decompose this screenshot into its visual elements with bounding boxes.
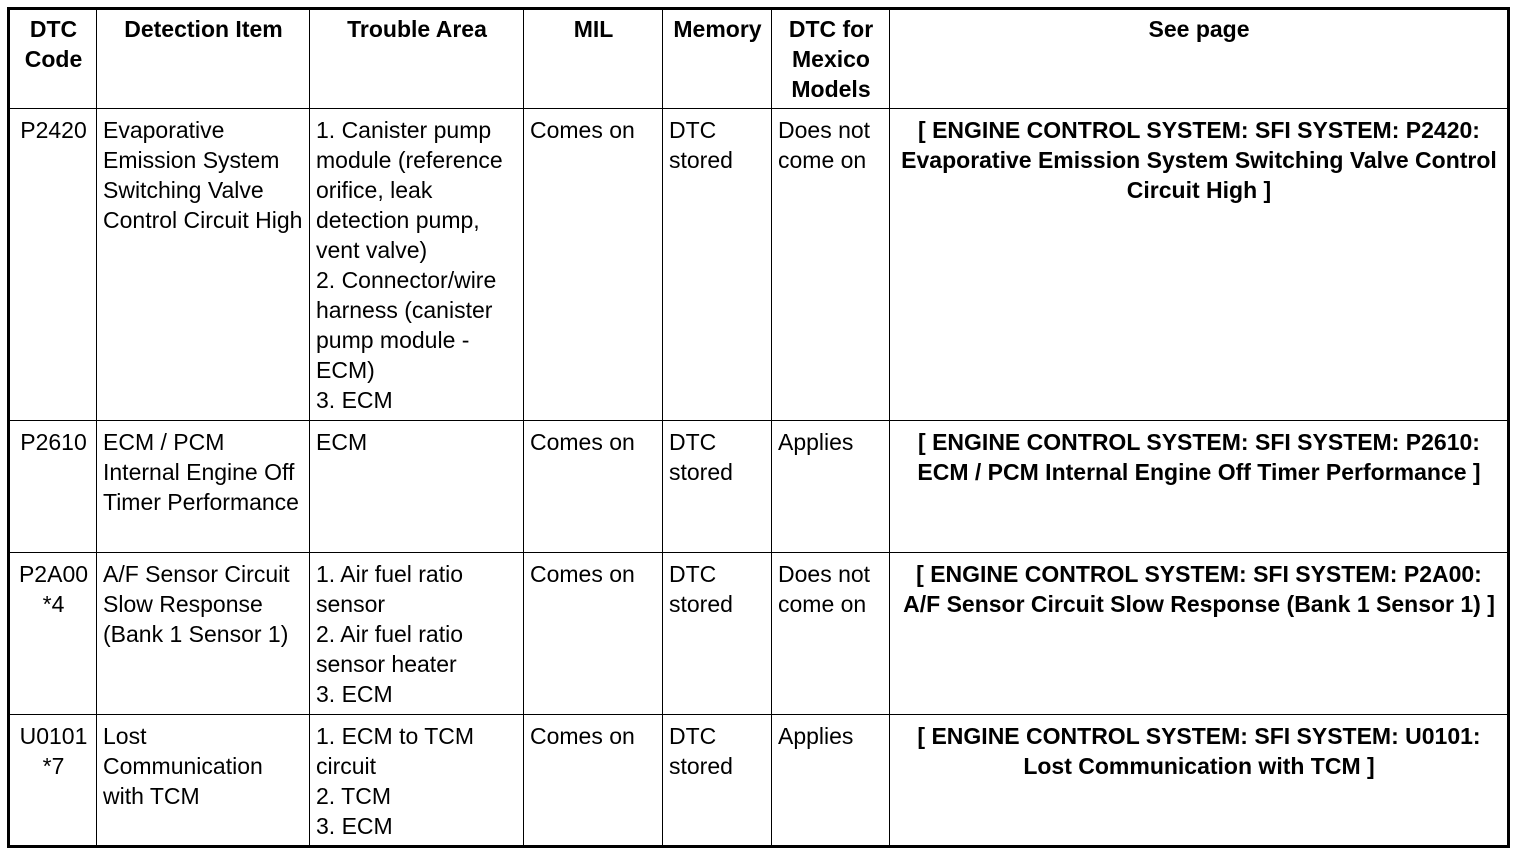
memory-cell: DTC stored [663, 421, 772, 553]
dtc-code-cell: P2A00 *4 [9, 553, 97, 715]
see-page-link[interactable]: [ ENGINE CONTROL SYSTEM: SFI SYSTEM: P2610: ECM / PCM Internal Engine Off Timer Performance ] [890, 421, 1509, 553]
header-memory: Memory [663, 9, 772, 109]
mil-cell: Comes on [524, 109, 663, 421]
dtc-code-cell: P2420 [9, 109, 97, 421]
header-dtc-mexico: DTC for Mexico Models [772, 9, 890, 109]
mexico-cell: Applies [772, 715, 890, 847]
trouble-area-item: 3. ECM [316, 387, 393, 413]
table-row [9, 109, 1509, 421]
header-mil: MIL [524, 9, 663, 109]
detection-item-cell: Lost Communication with TCM [97, 715, 310, 847]
trouble-area-cell [310, 715, 524, 847]
mil-cell: Comes on [524, 715, 663, 847]
header-row [9, 9, 1509, 109]
see-page-link[interactable]: [ ENGINE CONTROL SYSTEM: SFI SYSTEM: U0101: Lost Communication with TCM ] [890, 715, 1509, 847]
mil-cell: Comes on [524, 553, 663, 715]
see-page-link[interactable]: [ ENGINE CONTROL SYSTEM: SFI SYSTEM: P2420: Evaporative Emission System Switching Valve Control Circuit High ] [890, 109, 1509, 421]
header-dtc-code: DTC Code [9, 9, 97, 109]
trouble-area-item: 1. Air fuel ratio sensor [316, 561, 464, 617]
memory-cell: DTC stored [663, 553, 772, 715]
memory-cell: DTC stored [663, 109, 772, 421]
dtc-code-cell: U0101 *7 [9, 715, 97, 847]
trouble-area-item: 1. Canister pump module (reference orifice, leak detection pump, vent valve) [316, 117, 503, 263]
dtc-table [7, 7, 1510, 848]
header-trouble-area: Trouble Area [310, 9, 524, 109]
header-see-page: See page [890, 9, 1509, 109]
detection-item-cell: A/F Sensor Circuit Slow Response (Bank 1 Sensor 1) [97, 553, 310, 715]
mexico-cell: Does not come on [772, 109, 890, 421]
detection-item-cell: Evaporative Emission System Switching Valve Control Circuit High [97, 109, 310, 421]
see-page-link[interactable]: [ ENGINE CONTROL SYSTEM: SFI SYSTEM: P2A00: A/F Sensor Circuit Slow Response (Bank 1 Sensor 1) ] [890, 553, 1509, 715]
header-detection-item: Detection Item [97, 9, 310, 109]
trouble-area-cell [310, 421, 524, 553]
trouble-area-cell [310, 553, 524, 715]
table-row [9, 553, 1509, 715]
trouble-area-cell [310, 109, 524, 421]
detection-item-cell: ECM / PCM Internal Engine Off Timer Performance [97, 421, 310, 553]
trouble-area-item: 2. Connector/wire harness (canister pump module - ECM) [316, 267, 497, 383]
trouble-area-item: 3. ECM [316, 813, 393, 839]
memory-cell: DTC stored [663, 715, 772, 847]
table-row [9, 421, 1509, 553]
mexico-cell: Applies [772, 421, 890, 553]
trouble-area-item: 1. ECM to TCM circuit [316, 723, 475, 779]
table-row [9, 715, 1509, 847]
trouble-area-item: 2. TCM [316, 783, 391, 809]
mexico-cell: Does not come on [772, 553, 890, 715]
dtc-code-cell: P2610 [9, 421, 97, 553]
trouble-area-item: 2. Air fuel ratio sensor heater [316, 621, 464, 677]
mil-cell: Comes on [524, 421, 663, 553]
trouble-area-item: 3. ECM [316, 681, 393, 707]
trouble-area-item: ECM [316, 429, 368, 455]
